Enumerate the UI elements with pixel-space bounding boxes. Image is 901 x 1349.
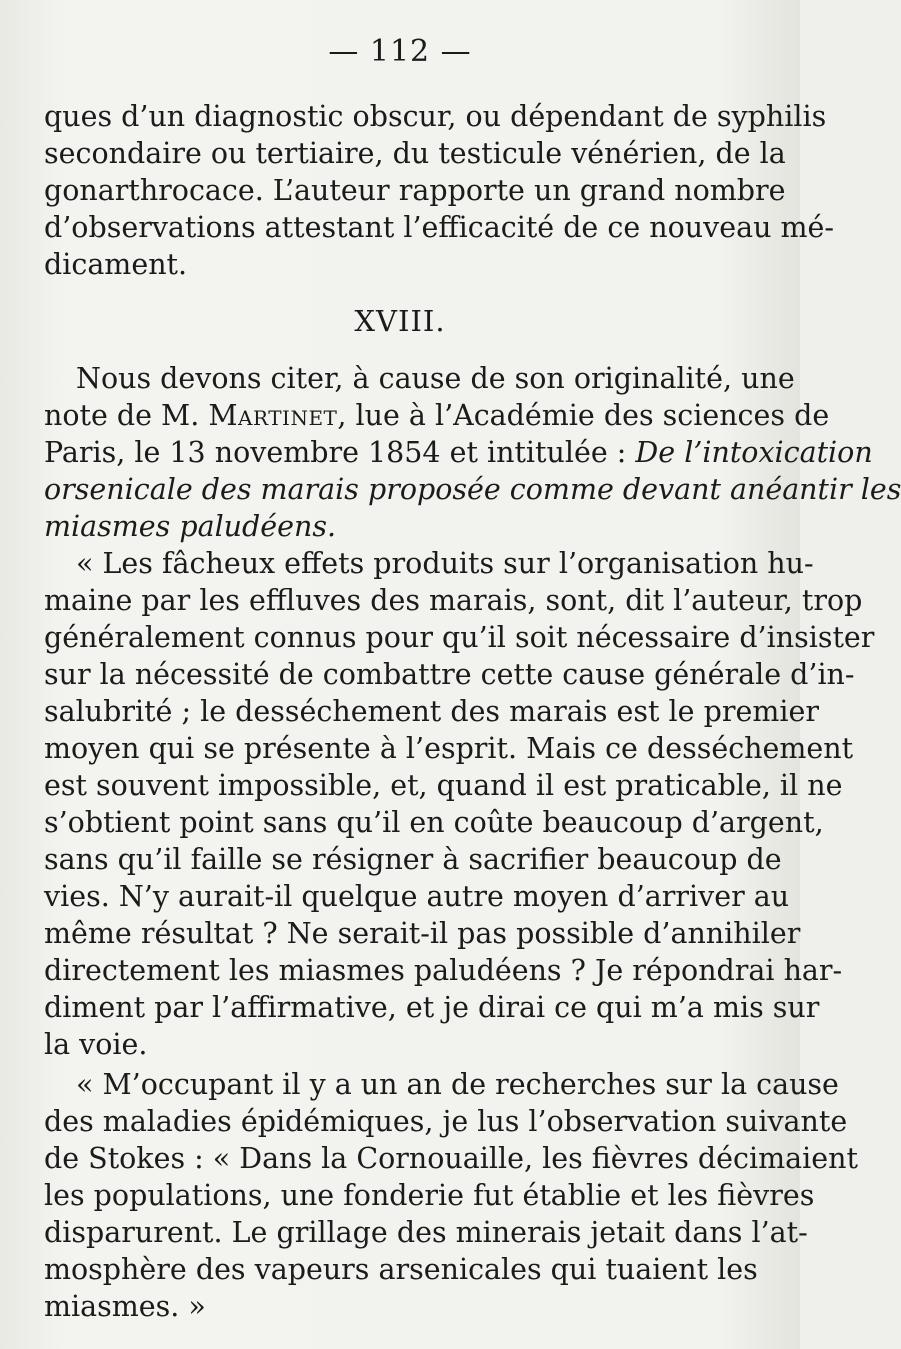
text-line: de Stokes : « Dans la Cornouaille, les fièvres décimaient <box>44 1142 858 1175</box>
text-line: vies. N’y aurait-il quelque autre moyen d’arriver au <box>44 880 790 913</box>
text-line <box>44 434 873 471</box>
paragraph-first-line: Nous devons citer, à cause de son originalité, une <box>76 362 795 395</box>
text-line: directement les miasmes paludéens ? Je répondrai har- <box>44 954 843 987</box>
text-line: la voie. <box>44 1028 148 1061</box>
text-line: s’obtient point sans qu’il en coûte beaucoup d’argent, <box>44 806 824 839</box>
text-line: sans qu’il faille se résigner à sacrifier beaucoup de <box>44 843 782 876</box>
paragraph-first-line: « M’occupant il y a un an de recherches sur la cause <box>76 1068 839 1101</box>
text-line: disparurent. Le grillage des minerais jetait dans l’at- <box>44 1216 808 1249</box>
text-line: ques d’un diagnostic obscur, ou dépendant de syphilis <box>44 100 827 133</box>
page-number: — 112 — <box>328 34 472 69</box>
text-line: généralement connus pour qu’il soit nécessaire d’insister <box>44 621 875 654</box>
text-line: mosphère des vapeurs arsenicales qui tuaient les <box>44 1253 758 1286</box>
work-title: De l’intoxication <box>635 436 873 469</box>
text-line: moyen qui se présente à l’esprit. Mais ce desséchement <box>44 732 854 765</box>
paragraph-first-line: « Les fâcheux effets produits sur l’organisation hu- <box>76 547 814 580</box>
text-span: note de M. <box>44 399 209 432</box>
text-line: même résultat ? Ne serait-il pas possible d’annihiler <box>44 917 801 950</box>
section-heading: XVIII. <box>354 304 446 338</box>
text-line: est souvent impossible, et, quand il est praticable, il ne <box>44 769 843 802</box>
text-line: gonarthrocace. L’auteur rapporte un grand nombre <box>44 174 786 207</box>
text-line: secondaire ou tertiaire, du testicule vénérien, de la <box>44 137 786 170</box>
text-span: Paris, le 13 novembre 1854 et intitulée : <box>44 436 636 469</box>
text-line: des maladies épidémiques, je lus l’observation suivante <box>44 1105 848 1138</box>
text-line: dicament. <box>44 248 188 281</box>
text-line: d’observations attestant l’efficacité de ce nouveau mé- <box>44 211 835 244</box>
text-line: les populations, une fonderie fut établie et les fièvres <box>44 1179 815 1212</box>
text-line: miasmes. » <box>44 1290 206 1323</box>
text-line: maine par les effluves des marais, sont, dit l’auteur, trop <box>44 584 863 617</box>
work-title-line: miasmes paludéens. <box>44 510 337 543</box>
work-title-line: orsenicale des marais proposée comme devant anéantir les <box>44 473 901 506</box>
text-line: salubrité ; le desséchement des marais est le premier <box>44 695 819 728</box>
author-name: Martinet <box>208 399 338 432</box>
text-line: sur la nécessité de combattre cette cause générale d’in- <box>44 658 855 691</box>
text-span: , lue à l’Académie des sciences de <box>337 399 830 432</box>
text-line: diment par l’affirmative, et je dirai ce qui m’a mis sur <box>44 991 820 1024</box>
text-line <box>44 397 830 434</box>
